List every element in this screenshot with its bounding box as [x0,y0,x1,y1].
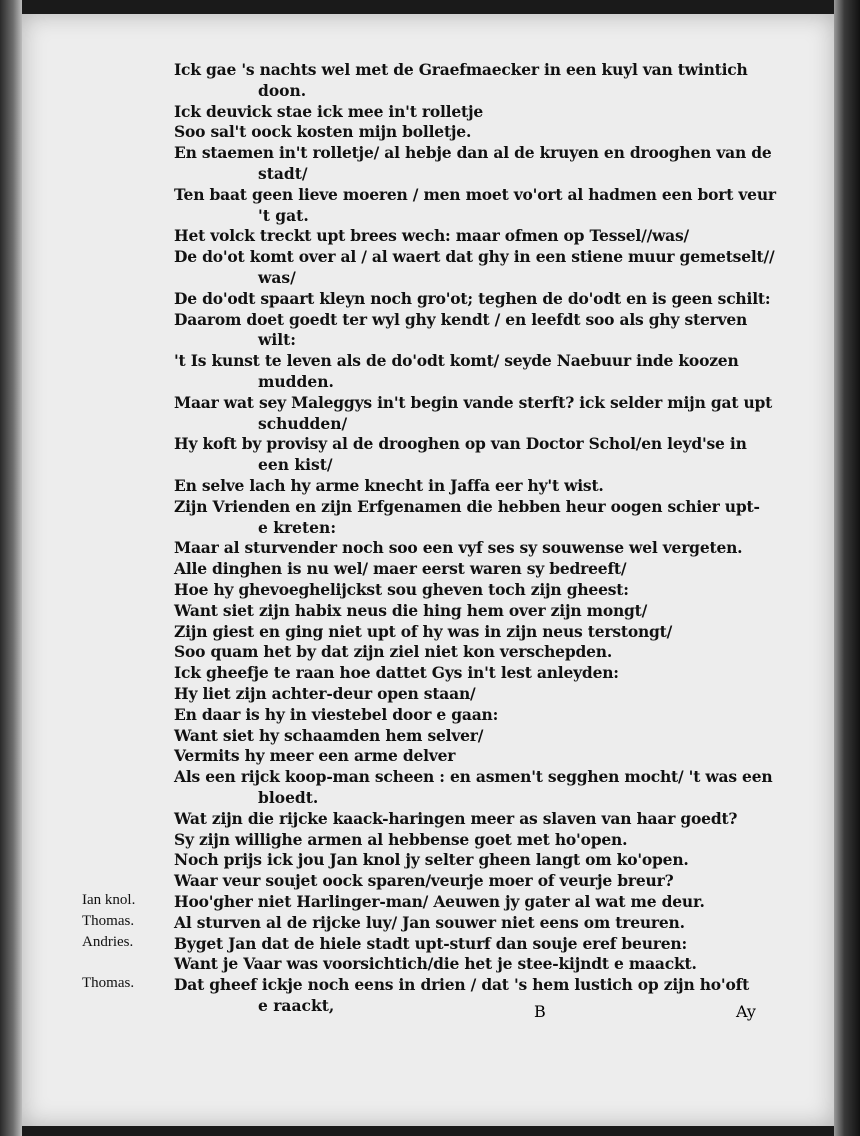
book-gutter-left [0,0,22,1136]
verse-line [22,559,834,580]
verse-continuation: 't gat. [258,205,309,225]
verse-line [22,975,834,996]
verse-line [22,351,834,372]
verse-text: Hoe hy ghevoeghelijckst sou gheven toch zijn gheest: [174,580,629,599]
verse-line [22,913,834,934]
speaker-label: Ian knol. [82,892,136,908]
verse-line [22,310,834,331]
verse-line [22,289,834,310]
verse-text: Want siet hy schaamden hem selver/ [174,725,484,745]
verse-line [22,372,834,393]
verse-line [22,601,834,622]
verse-continuation: was/ [258,268,296,287]
verse-continuation: stadt/ [258,164,308,183]
verse-text: Maar wat sey Maleggys in't begin vande sterft? ick selder mijn gat upt [174,392,773,412]
verse-line [22,642,834,663]
verse-line [22,809,834,830]
speaker-label: Thomas. [82,975,135,992]
verse-text: De do'odt spaart kleyn noch gro'ot; teghen de do'odt en is geen schilt: [174,288,771,308]
verse-block [22,14,834,1126]
verse-line [22,705,834,726]
verse-text: Daarom doet goedt ter wyl ghy kendt / en leefdt soo als ghy sterven [174,309,748,329]
verse-text: Al sturven al de rijcke luy/ Jan souwer niet eens om treuren. [174,912,685,932]
verse-line [22,414,834,435]
verse-line [22,518,834,539]
verse-continuation: mudden. [258,372,334,391]
verse-text: Waar veur soujet oock sparen/veurje moer of veurje breur? [174,871,674,891]
book-page [22,14,834,1126]
verse-text: Hy koft by provisy al de drooghen op van Doctor Schol/en leyd'se in [174,434,747,454]
verse-line [22,663,834,684]
verse-line [22,122,834,143]
verse-line [22,954,834,975]
verse-line [22,330,834,351]
verse-line [22,538,834,559]
verse-line [22,247,834,268]
verse-line [22,455,834,476]
verse-text: Zijn giest en ging niet upt of hy was in zijn neus terstongt/ [174,621,673,641]
verse-line [22,892,834,913]
verse-text: Dat gheef ickje noch eens in drien / dat 's hem lustich op zijn ho'oft [174,975,750,995]
verse-line [22,185,834,206]
speaker-label: Andries. [82,933,134,950]
verse-line [22,830,834,851]
signature-mark: B [534,1002,546,1021]
verse-line [22,206,834,227]
verse-text: Want je Vaar was voorsichtich/die het je stee-kijndt e maackt. [174,954,697,974]
verse-line [22,622,834,643]
verse-text: Ten baat geen lieve moeren / men moet vo'ort al hadmen een bort veur [174,184,776,204]
verse-line [22,434,834,455]
verse-text: 't Is kunst te leven als de do'odt komt/ seyde Naebuur inde koozen [174,351,739,371]
speaker-label: Thomas. [82,912,135,929]
verse-continuation: e kreten: [258,517,337,537]
verse-text: Sy zijn willighe armen al hebbense goet met ho'open. [174,829,628,849]
verse-text: Wat zijn die rijcke kaack-haringen meer as slaven van haar goedt? [174,808,738,828]
verse-text: En selve lach hy arme knecht in Jaffa eer hy't wist. [174,476,604,495]
verse-continuation: een kist/ [258,455,333,475]
verse-continuation: bloedt. [258,788,319,807]
verse-text: Noch prijs ick jou Jan knol jy selter gheen langt om ko'open. [174,850,689,870]
verse-text: En daar is hy in viestebel door e gaan: [174,704,499,724]
verse-line [22,726,834,747]
book-edge-right [834,0,860,1136]
verse-line [22,850,834,871]
verse-line [22,934,834,955]
verse-text: Maar al sturvender noch soo een vyf ses sy souwense wel vergeten. [174,538,743,558]
verse-text: Hoo'gher niet Harlinger-man/ Aeuwen jy gater al wat me deur. [174,892,705,911]
verse-line [22,996,834,1017]
verse-line [22,393,834,414]
verse-continuation: doon. [258,80,307,100]
verse-line [22,684,834,705]
verse-text: Het volck treckt upt brees wech: maar ofmen op Tessel//was/ [174,226,690,246]
verse-text: Alle dinghen is nu wel/ maer eerst waren sy bedreeft/ [174,559,627,579]
verse-line [22,226,834,247]
verse-line [22,102,834,123]
verse-line [22,788,834,809]
verse-continuation: wilt: [258,330,297,350]
verse-text: Ick gae 's nachts wel met de Graefmaecker in een kuyl van twintich [174,60,748,79]
verse-line [22,164,834,185]
verse-line [22,476,834,497]
verse-line [22,746,834,767]
verse-text: Want siet zijn habix neus die hing hem over zijn mongt/ [174,600,648,620]
verse-line [22,81,834,102]
verse-text: Soo sal't oock kosten mijn bolletje. [174,122,472,142]
verse-text: De do'ot komt over al / al waert dat ghy in een stiene muur gemetselt// [174,247,775,267]
verse-text: Soo quam het by dat zijn ziel niet kon verschepden. [174,642,613,662]
verse-continuation: schudden/ [258,413,348,433]
verse-line [22,580,834,601]
verse-text: Vermits hy meer een arme delver [174,746,456,766]
verse-line [22,767,834,788]
verse-line [22,143,834,164]
verse-text: Ick gheefje te raan hoe dattet Gys in't lest anleyden: [174,663,619,683]
verse-line [22,871,834,892]
verse-text: En staemen in't rolletje/ al hebje dan al de kruyen en drooghen van de [174,143,772,163]
verse-text: Zijn Vrienden en zijn Erfgenamen die hebben heur oogen schier upt- [174,496,760,516]
verse-text: Als een rijck koop-man scheen : en asmen't segghen mocht/ 't was een [174,767,773,787]
verse-continuation: e raackt, [258,996,335,1015]
verse-text: Hy liet zijn achter-deur open staan/ [174,684,476,703]
verse-line [22,60,834,81]
catchword: Ay [736,1002,756,1021]
verse-text: Byget Jan dat de hiele stadt upt-sturf dan souje eref beuren: [174,933,687,953]
verse-text: Ick deuvick stae ick mee in't rolletje [174,101,484,121]
verse-line [22,497,834,518]
verse-line [22,268,834,289]
